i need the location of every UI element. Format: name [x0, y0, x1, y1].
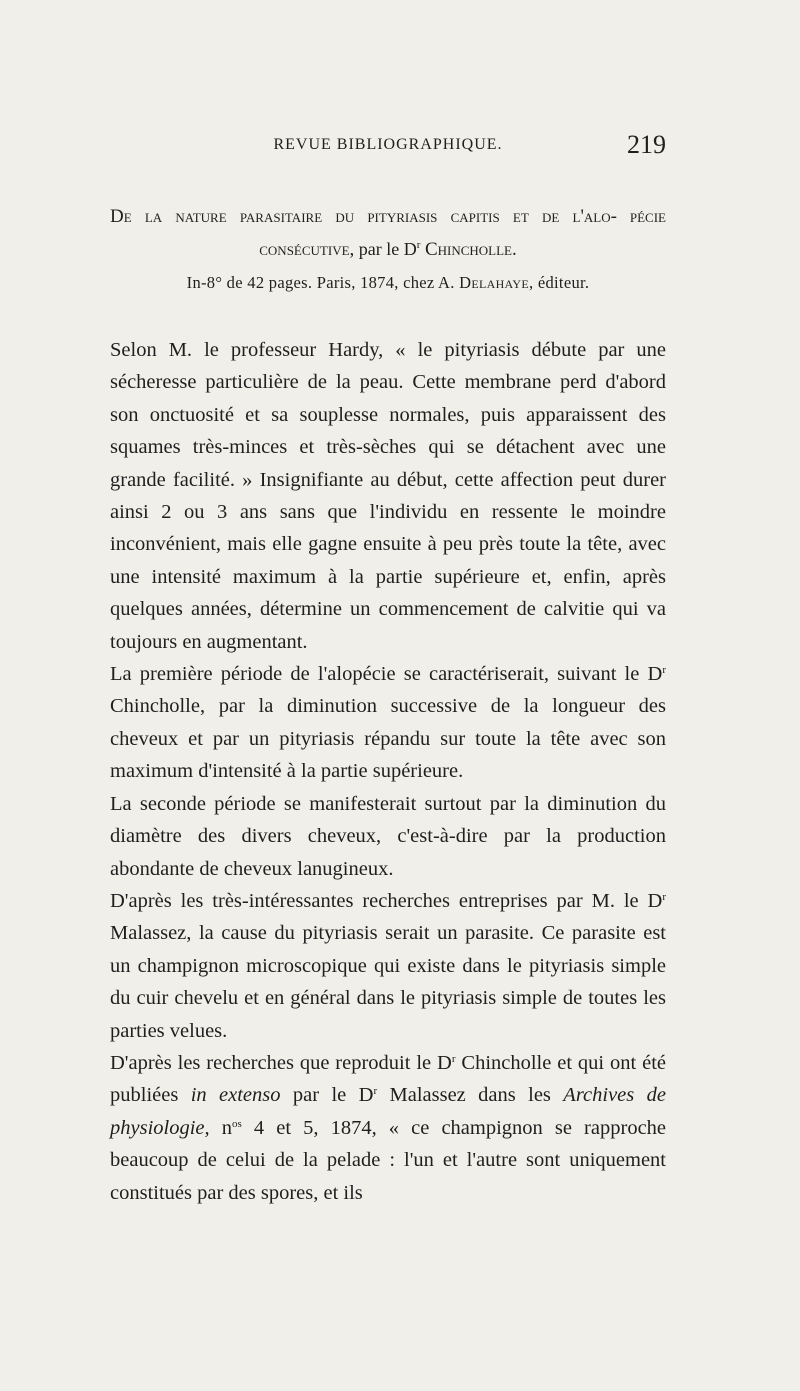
p5-sup-2: r — [373, 1085, 378, 1098]
p5-text-d: Malassez dans les — [377, 1084, 564, 1107]
p5-sup-1: r — [451, 1052, 456, 1065]
running-title: REVUE BIBLIOGRAPHIQUE. — [273, 136, 503, 153]
paragraph-3: La seconde période se manifesterait surtout par la diminution du diamètre des divers cheveux, c'est-à-dire par la production abondante de cheveux lanugineux. — [110, 792, 666, 880]
body-text — [110, 334, 666, 1209]
page-number: 219 — [627, 130, 666, 159]
running-head — [110, 130, 666, 160]
title-dr — [404, 239, 421, 259]
title-dr-letter: D — [403, 239, 417, 259]
p5-text-c: par le D — [280, 1084, 374, 1107]
p2-text-a: La première période de l'alopécie se caractériserait, suivant le D — [110, 663, 663, 686]
paragraph-1: Selon M. le professeur Hardy, « le pityriasis débute par une sécheresse particulière de la peau. Cette membrane perd d'abord son onctuosité et sa souplesse normales, puis apparaissent des squames très-minces et très-sèches qui se détachent avec une grande facilité. » Insignifiante au début, cette affection peut durer ainsi 2 ou 3 ans sans que l'individu en ressente le moindre inconvénient, mais elle gagne ensuite à peu près toute la tête, avec une intensité maximum à la partie supérieure et, enfin, après quelques années, détermine un commencement de calvitie qui va toujours en augmentant. — [110, 339, 666, 653]
title-dr-sup: r — [416, 239, 421, 251]
p2-text-b: Chincholle, par la diminution successive de la longueur des cheveux et par un pityriasis répandu sur toute la tête avec son maximum d'intensité à la partie supérieure. — [110, 695, 666, 783]
title-author: Chincholle. — [424, 239, 517, 260]
title-par: par le — [358, 239, 400, 259]
publication-info — [110, 273, 666, 293]
pub-prefix: In-8° de 42 pages. Paris, 1874, chez A. — [186, 273, 455, 292]
pub-publisher: Delahaye, — [459, 273, 534, 292]
p5-sup-3: os — [232, 1117, 242, 1130]
title-part1: De la nature parasitaire du pityriasis capitis et de l'alo- — [110, 206, 617, 227]
p4-sup: r — [662, 890, 666, 903]
paragraph-5 — [110, 1047, 666, 1209]
p5-text-a: D'après les recherches que reproduit le D — [110, 1051, 452, 1074]
article-title — [110, 200, 666, 266]
p4-text-b: Malassez, la cause du pityriasis serait un parasite. Ce parasite est un champignon microscopique qui existe dans le pityriasis simple du cuir chevelu et en général dans le pityriasis simple de toutes les parties velues. — [110, 922, 666, 1042]
p2-sup: r — [662, 664, 666, 677]
p5-em-2: Archives de physiologie, — [110, 1084, 666, 1139]
p4-text-a: D'après les très-intéressantes recherches entreprises par M. le D — [110, 889, 663, 912]
paragraph-2 — [110, 658, 666, 788]
pub-suffix: éditeur. — [537, 273, 590, 292]
p5-text-f: 4 et 5, 1874, « ce champignon se rapproche beaucoup de celui de la pelade : l'un et l'autre sont uniquement constitués par des spores, et ils — [110, 1116, 667, 1204]
title-part2: pécie consécutive, — [259, 206, 666, 260]
p5-em-1: in extenso — [190, 1084, 281, 1107]
p5-text-e: n — [209, 1116, 232, 1139]
paragraph-4 — [110, 885, 666, 1047]
p5-text-b: Chincholle et qui ont été publiées — [110, 1051, 666, 1107]
